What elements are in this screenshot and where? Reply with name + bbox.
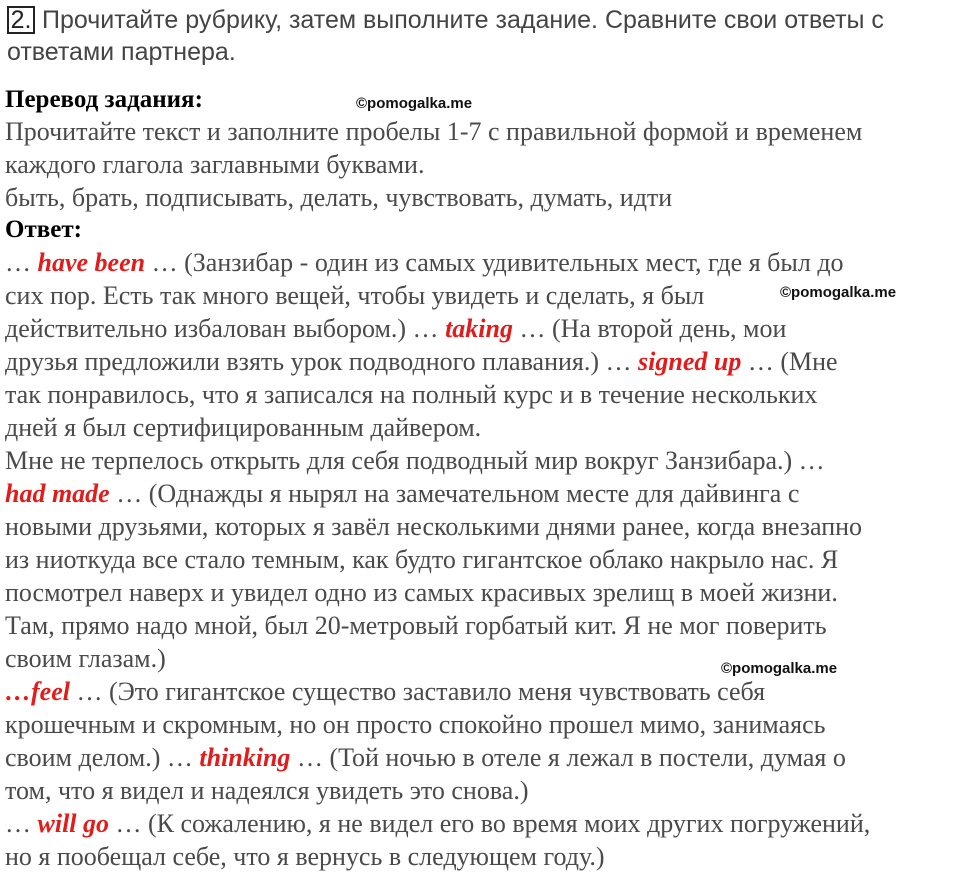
answer-line: из ниоткуда все стало темным, как будто гигантское облако накрыло нас. Я [5, 545, 839, 574]
translation-line: каждого глагола заглавными буквами. [5, 150, 425, 179]
watermark: ©pomogalka.me [356, 95, 473, 112]
text: … (К сожалению, я не видел его во время моих других погружений, [109, 809, 871, 838]
answer-1: have been [37, 248, 146, 277]
answer-line: посмотрел наверх и увидел одно из самых красивых зрелищ в моей жизни. [5, 578, 838, 607]
answer-6: thinking [199, 743, 291, 772]
text: действительно избалован выбором.) … [5, 314, 446, 343]
answer-line: сих пор. Есть так много вещей, чтобы увидеть и сделать, я был [5, 281, 705, 310]
answer-line: но я пообещал себе, что я вернусь в следующем году.) [5, 842, 605, 871]
text: … (Однажды я нырял на замечательном месте для дайвинга с [109, 479, 800, 508]
answer-line [5, 478, 799, 510]
translation-line: Прочитайте текст и заполните пробелы 1-7 с правильной формой и временем [5, 117, 863, 146]
answer-3: signed up [638, 347, 742, 376]
text: … (Занзибар - один из самых удивительных мест, где я был до [145, 248, 844, 277]
task-number: 2. [7, 6, 35, 34]
answer-line: Мне не терпелось открыть для себя подводный мир вокруг Занзибара.) … [5, 446, 825, 475]
watermark: ©pomogalka.me [721, 660, 838, 677]
text: … [5, 809, 38, 838]
answer-line [5, 247, 844, 279]
text: … (Это гигантское существо заставило меня чувствовать себя [69, 677, 766, 706]
task-instruction-cont: ответами партнера. [7, 38, 236, 66]
answer-line [5, 676, 765, 708]
text: своим делом.) … [5, 743, 200, 772]
answer-line: крошечным и скромным, но он просто спокойно прошел мимо, занимаясь [5, 710, 826, 739]
answer-7: will go [37, 809, 110, 838]
answer-line: своим глазам.) [5, 644, 166, 673]
answer-line: новыми друзьями, которых я завёл несколькими днями ранее, когда внезапно [5, 512, 863, 541]
answer-line: том, что я видел и надеялся увидеть это снова.) [5, 776, 529, 805]
answer-2: taking [445, 314, 513, 343]
answer-5: …feel [5, 677, 70, 706]
text: … (Мне [741, 347, 838, 376]
verb-list: быть, брать, подписывать, делать, чувствовать, думать, идти [5, 183, 673, 212]
answer-line [5, 742, 846, 774]
answer-4: had made [5, 479, 110, 508]
answer-heading: Ответ: [5, 216, 82, 243]
text: … [5, 248, 38, 277]
task-instruction: Прочитайте рубрику, затем выполните задание. Сравните свои ответы с [42, 6, 884, 34]
translation-heading: Перевод задания: [5, 86, 203, 113]
text: друзья предложили взять урок подводного плавания.) … [5, 347, 639, 376]
answer-line: так понравилось, что я записался на полный курс и в течение нескольких [5, 380, 818, 409]
answer-line: дней я был сертифицированным дайвером. [5, 413, 482, 442]
answer-line [5, 808, 870, 840]
answer-line [5, 313, 786, 345]
answer-line [5, 346, 838, 378]
watermark: ©pomogalka.me [780, 284, 897, 301]
text: … (На второй день, мои [512, 314, 787, 343]
text: … (Той ночью в отеле я лежал в постели, думая о [290, 743, 846, 772]
answer-line: Там, прямо надо мной, был 20-метровый горбатый кит. Я не мог поверить [5, 611, 827, 640]
